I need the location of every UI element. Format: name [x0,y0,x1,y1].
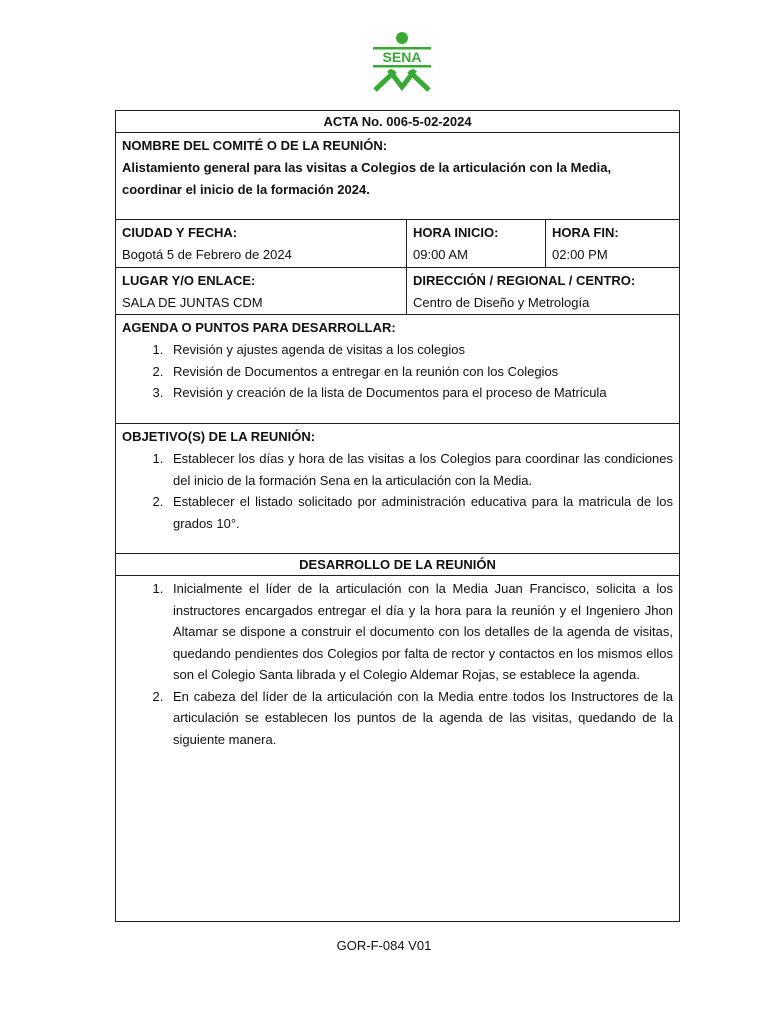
direction-value: Centro de Diseño y Metrología [413,295,590,310]
agenda-item: 2. Revisión de Documentos a entregar en la reunión con los Colegios [167,361,673,383]
agenda-item: 3. Revisión y creación de la lista de Documentos para el proceso de Matricula [167,382,673,404]
city-date-label: CIUDAD Y FECHA: [122,225,238,240]
development-header-row [116,554,679,576]
objectives-row [116,424,679,554]
meeting-name-line1: Alistamiento general para las visitas a Colegios de la articulación con la Media, [122,160,612,175]
logo-text: SENA [382,49,422,65]
objective-item: 1. Establecer los días y hora de las visitas a los Colegios para coordinar las condiciones del inicio de la formación Sena en la articulación con la Media. [167,448,673,491]
development-body-row [116,576,679,921]
start-time-value: 09:00 AM [413,247,468,262]
place-cell [116,268,406,314]
end-time-value: 02:00 PM [552,247,608,262]
direction-label: DIRECCIÓN / REGIONAL / CENTRO: [413,273,636,288]
date-time-row [116,220,679,268]
meeting-name-line2: coordinar el inicio de la formación 2024. [122,182,370,197]
sena-logo [367,30,437,96]
objectives-cell [116,424,679,553]
start-time-cell [406,220,545,267]
city-date-cell [116,220,406,267]
development-list [122,578,673,750]
end-time-label: HORA FIN: [552,225,619,240]
acta-title: ACTA No. 006-5-02-2024 [323,114,472,129]
place-row [116,268,679,315]
direction-cell [406,268,679,314]
place-label: LUGAR Y/O ENLACE: [122,273,256,288]
form-code: GOR-F-084 V01 [336,938,432,953]
agenda-label: AGENDA O PUNTOS PARA DESARROLLAR: [122,320,396,335]
place-value: SALA DE JUNTAS CDM [122,295,263,310]
city-date-value: Bogotá 5 de Febrero de 2024 [122,247,292,262]
development-item: 2. En cabeza del líder de la articulación con la Media entre todos los Instructores de la articulación se establecen los puntos de la agenda de las visitas, quedando de la siguiente manera. [167,686,673,751]
objectives-list [122,448,673,534]
agenda-list [122,339,673,404]
development-label: DESARROLLO DE LA REUNIÓN [299,557,496,572]
meeting-name-cell [116,133,679,219]
development-cell [116,576,679,921]
acta-header-row [116,111,679,133]
agenda-item: 1. Revisión y ajustes agenda de visitas a los colegios [167,339,673,361]
start-time-label: HORA INICIO: [413,225,499,240]
development-item: 1. Inicialmente el líder de la articulación con la Media Juan Francisco, solicita a los instructores encargados entregar el día y la hora para la reunión y el Ingeniero Jhon Altamar se dispone a construir el documento con los detalles de la agenda de visitas, quedando pendientes dos Colegios por falta de rector y contactos en los mismos ellos son el Colegio Santa librada y el Colegio Aldemar Rojas, se establece la agenda. [167,578,673,686]
acta-form [115,110,680,922]
agenda-cell [116,315,679,423]
meeting-name-row [116,133,679,220]
objective-item: 2. Establecer el listado solicitado por administración educativa para la matricula de los grados 10°. [167,491,673,534]
objectives-label: OBJETIVO(S) DE LA REUNIÓN: [122,429,316,444]
meeting-name-label: NOMBRE DEL COMITÉ O DE LA REUNIÓN: [122,138,388,153]
agenda-row [116,315,679,424]
end-time-cell [545,220,679,267]
